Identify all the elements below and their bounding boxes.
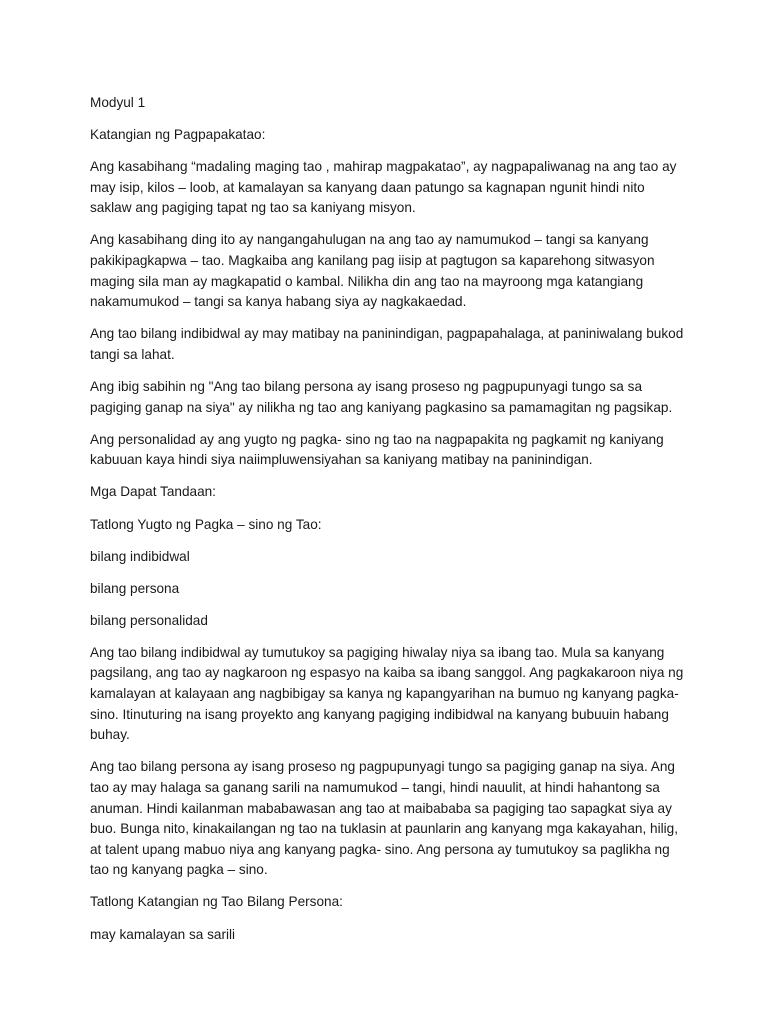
- list-item: bilang persona: [90, 580, 180, 596]
- paragraph: Ang ibig sabihin ng "Ang tao bilang persona ay isang proseso ng pagpupunyagi tungo sa sa pagiging ganap na siya" ay nilikha ng tao ang kaniyang pagkasino sa pamamagitan ng pagsikap.: [90, 379, 673, 415]
- list-item: bilang personalidad: [90, 612, 208, 628]
- section-heading: Tatlong Katangian ng Tao Bilang Persona:: [90, 894, 343, 910]
- list-item: bilang indibidwal: [90, 548, 190, 564]
- paragraph: Ang personalidad ay ang yugto ng pagka- sino ng tao na nagpapakita ng pagkamit ng kaniyang kabuuan kaya hindi siya naiimpluwensiyahan sa kaniyang matibay na paninindigan.: [90, 431, 664, 468]
- paragraph: Ang tao bilang indibidwal ay may matibay na paninindigan, pagpapahalaga, at paniniwalang bukod tangi sa lahat.: [90, 326, 684, 362]
- paragraph: Ang tao bilang persona ay isang proseso ng pagpupunyagi tungo sa pagiging ganap na siya. Ang tao ay may halaga sa ganang sarili na namumukod – tangi, hindi nauulit, at hindi hahantong sa anuman. Hindi kailanman mababawasan ang tao at maibababa sa pagiging tao sapagkat siya ay buo. Bunga nito, kinakailangan ng tao na tuklasin at paunlarin ang kanyang mga kakayahan, hilig, at talent upang mabuo niya ang kanyang pagka- sino. Ang persona ay tumutukoy sa paglikha ng tao ng kanyang pagka – sino.: [90, 759, 678, 878]
- module-title: Modyul 1: [90, 95, 146, 110]
- document-body: [90, 93, 690, 957]
- paragraph: Ang kasabihang ding ito ay nangangahulugan na ang tao ay namumukod – tangi sa kanyang pakikipagkapwa – tao. Magkaiba ang kanilang pag iisip at pagtugon sa kaparehong sitwasyon maging sila man ay magkapatid o kambal. Nilikha din ang tao na mayroong mga katangiang nakamumukod – tangi sa kanya habang siya ay nagkakaedad.: [90, 232, 655, 310]
- list-item: may kamalayan sa sarili: [90, 926, 236, 942]
- section-heading: Tatlong Yugto ng Pagka – sino ng Tao:: [90, 516, 322, 532]
- paragraph: Ang kasabihang “madaling maging tao , mahirap magpakatao”, ay nagpapaliwanag na ang tao ay may isip, kilos – loob, at kamalayan sa kanyang daan patungo sa kagnapan ngunit hindi nito saklaw ang pagiging tapat ng tao sa kaniyang misyon.: [90, 159, 677, 216]
- section-heading: Katangian ng Pagpapakatao:: [90, 127, 266, 143]
- paragraph: Ang tao bilang indibidwal ay tumutukoy sa pagiging hiwalay niya sa ibang tao. Mula sa kanyang pagsilang, ang tao ay nagkaroon ng espasyo na kaiba sa ibang sanggol. Ang pagkakaroon niya ng kamalayan at kalayaan ang nagbibigay sa kanya ng kapangyarihan na bumuo ng kanyang pagka- sino. Itinuturing na isang proyekto ang kanyang pagiging indibidwal na kanyang bubuuin habang buhay.: [90, 644, 684, 743]
- section-heading: Mga Dapat Tandaan:: [90, 484, 216, 500]
